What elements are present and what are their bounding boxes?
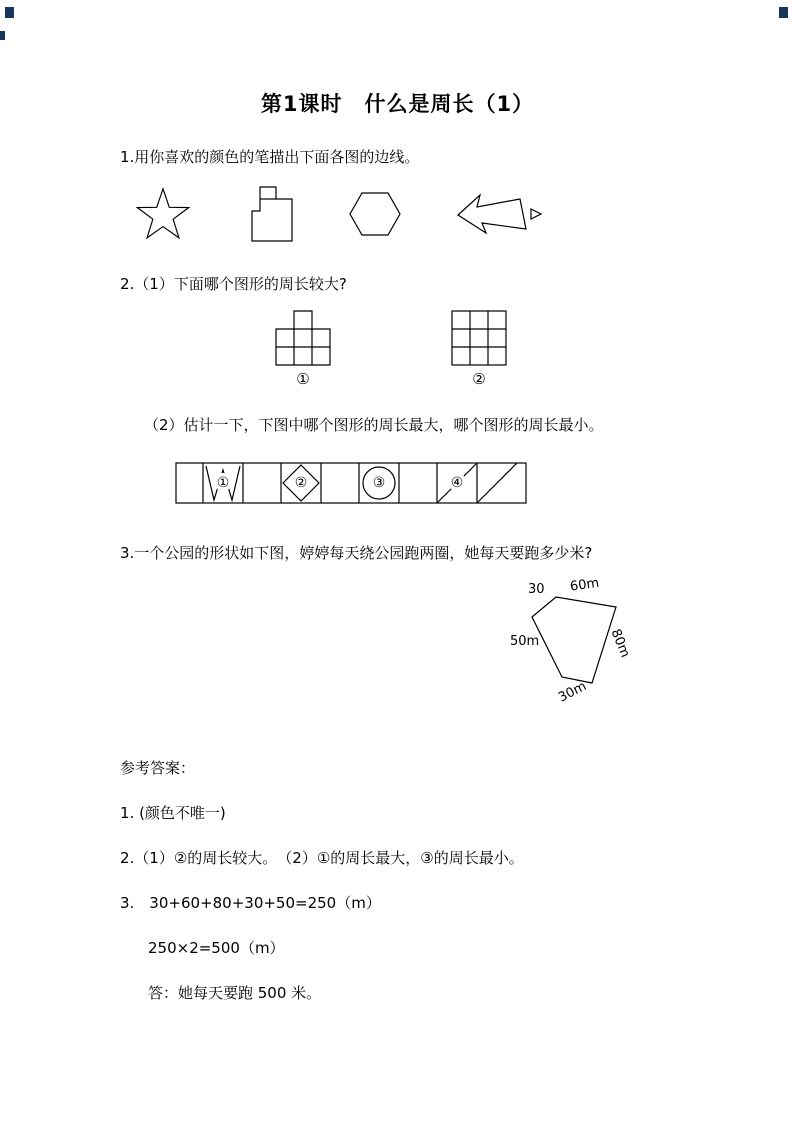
arrow-figure [456, 191, 544, 237]
answer-1: 1. (颜色不唯一) [120, 804, 226, 822]
perimeter-strip-drawing [175, 462, 527, 504]
answers-header: 参考答案： [120, 759, 196, 777]
park-figure [508, 571, 675, 709]
notched-polygon-figure [246, 185, 294, 243]
figure-2-label: ② [472, 369, 486, 388]
q2-part2-prompt: （2）估计一下，下图中哪个图形的周长最大，哪个图形的周长最小。 [144, 415, 604, 434]
corner-mark-left [0, 31, 5, 40]
q1-prompt: 1.用你喜欢的颜色的笔描出下面各图的边线。 [120, 148, 420, 166]
hexagon-figure [348, 191, 402, 237]
figure-1-drawing [275, 310, 331, 366]
q3-prompt: 3.一个公园的形状如下图，婷婷每天绕公园跑两圈，她每天要跑多少米? [120, 544, 593, 563]
diagonal-shape-2 [477, 463, 517, 503]
park-edge-label: 50m [510, 634, 540, 649]
figure-2 [451, 310, 507, 388]
page-title: 第1课时 什么是周长（1） [260, 92, 535, 116]
park-drawing [508, 571, 658, 709]
figure-1-label: ① [296, 369, 310, 388]
star-figure [134, 184, 192, 244]
q2-figures-row [275, 310, 675, 388]
perimeter-strip-figure [175, 462, 675, 504]
strip-label-2: ② [294, 475, 308, 492]
park-edge-label: 60m [569, 575, 601, 595]
answer-2: 2.（1）②的周长较大。 （2）①的周长最大，③的周长最小。 [120, 849, 524, 867]
figure-2-drawing [451, 310, 507, 366]
q1-shapes-row [134, 183, 675, 245]
answer-3-line-2: 250×2=500（m） [148, 939, 285, 957]
q2-part1-prompt: 2.（1）下面哪个图形的周长较大? [120, 274, 347, 293]
corner-mark-top-left [5, 7, 14, 18]
figure-1 [275, 310, 331, 388]
park-edge-label: 30m [556, 678, 589, 706]
strip-label-1: ① [216, 475, 230, 492]
corner-mark-top-right [779, 7, 788, 18]
park-outline [532, 597, 616, 683]
park-edge-label: 80m [607, 627, 633, 660]
answer-3-line-1: 3. 30+60+80+30+50=250（m） [120, 894, 381, 912]
answers-section [120, 757, 675, 1003]
strip-label-3: ③ [372, 475, 386, 492]
answer-3-line-3: 答：她每天要跑 500 米。 [148, 984, 322, 1002]
park-edge-label: 30 [528, 582, 545, 597]
strip-label-4: ④ [450, 475, 464, 492]
